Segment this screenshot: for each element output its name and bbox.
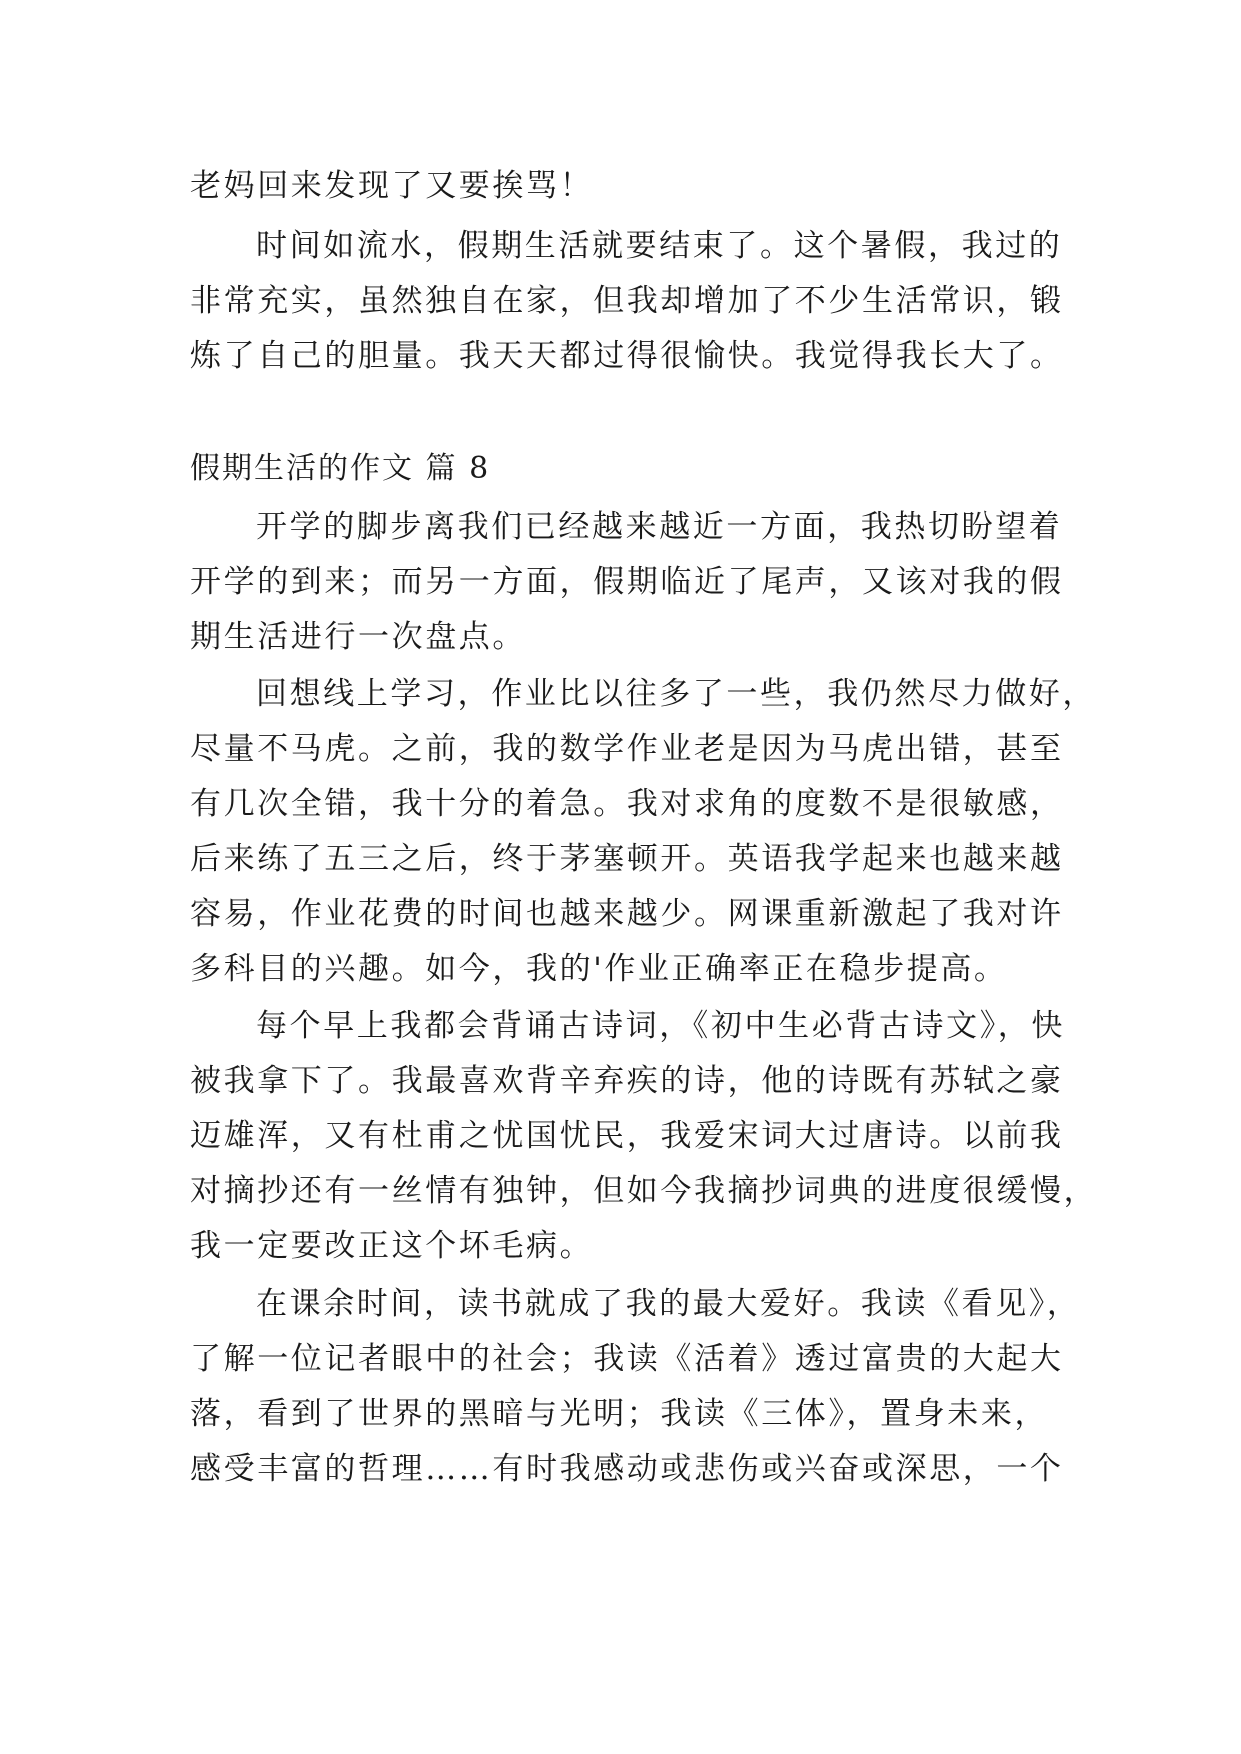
paragraph-line: 炼了自己的胆量。我天天都过得很愉快。我觉得我长大了。 bbox=[190, 338, 1064, 374]
paragraph-line: 落，看到了世界的黑暗与光明；我读《三体》，置身未来， bbox=[190, 1396, 1049, 1432]
section-heading: 假期生活的作文 篇 8 bbox=[190, 451, 491, 486]
paragraph-line: 开学的到来；而另一方面，假期临近了尾声，又该对我的假 bbox=[190, 564, 1064, 600]
paragraph-line: 老妈回来发现了又要挨骂！ bbox=[190, 168, 594, 204]
paragraph-line: 后来练了五三之后，终于茅塞顿开。英语我学起来也越来越 bbox=[190, 841, 1064, 877]
paragraph-line: 感受丰富的哲理……有时我感动或悲伤或兴奋或深思，一个 bbox=[190, 1451, 1064, 1487]
paragraph-line: 回想线上学习，作业比以往多了一些，我仍然尽力做好， bbox=[256, 676, 1096, 712]
paragraph-line: 了解一位记者眼中的社会；我读《活着》透过富贵的大起大 bbox=[190, 1341, 1064, 1377]
paragraph-line: 每个早上我都会背诵古诗词，《初中生必背古诗文》，快 bbox=[256, 1008, 1065, 1044]
paragraph-line: 容易，作业花费的时间也越来越少。网课重新激起了我对许 bbox=[190, 896, 1064, 932]
paragraph-line: 期生活进行一次盘点。 bbox=[190, 619, 526, 655]
paragraph-line: 对摘抄还有一丝情有独钟，但如今我摘抄词典的进度很缓慢， bbox=[190, 1173, 1098, 1209]
paragraph-line: 有几次全错，我十分的着急。我对求角的度数不是很敏感， bbox=[190, 786, 1064, 822]
paragraph-line: 被我拿下了。我最喜欢背辛弃疾的诗，他的诗既有苏轼之豪 bbox=[190, 1063, 1064, 1099]
paragraph-line: 迈雄浑，又有杜甫之忧国忧民，我爱宋词大过唐诗。以前我 bbox=[190, 1118, 1064, 1154]
paragraph-line: 时间如流水，假期生活就要结束了。这个暑假，我过的 bbox=[256, 228, 1063, 264]
paragraph-line: 尽量不马虎。之前，我的数学作业老是因为马虎出错，甚至 bbox=[190, 731, 1064, 767]
paragraph-line: 我一定要改正这个坏毛病。 bbox=[190, 1228, 594, 1264]
paragraph-line: 在课余时间，读书就成了我的最大爱好。我读《看见》， bbox=[256, 1286, 1081, 1322]
paragraph-line: 开学的脚步离我们已经越来越近一方面，我热切盼望着 bbox=[256, 509, 1063, 545]
paragraph-line: 非常充实，虽然独自在家，但我却增加了不少生活常识，锻 bbox=[190, 283, 1064, 319]
paragraph-line: 多科目的兴趣。如今，我的'作业正确率正在稳步提高。 bbox=[190, 951, 1008, 987]
